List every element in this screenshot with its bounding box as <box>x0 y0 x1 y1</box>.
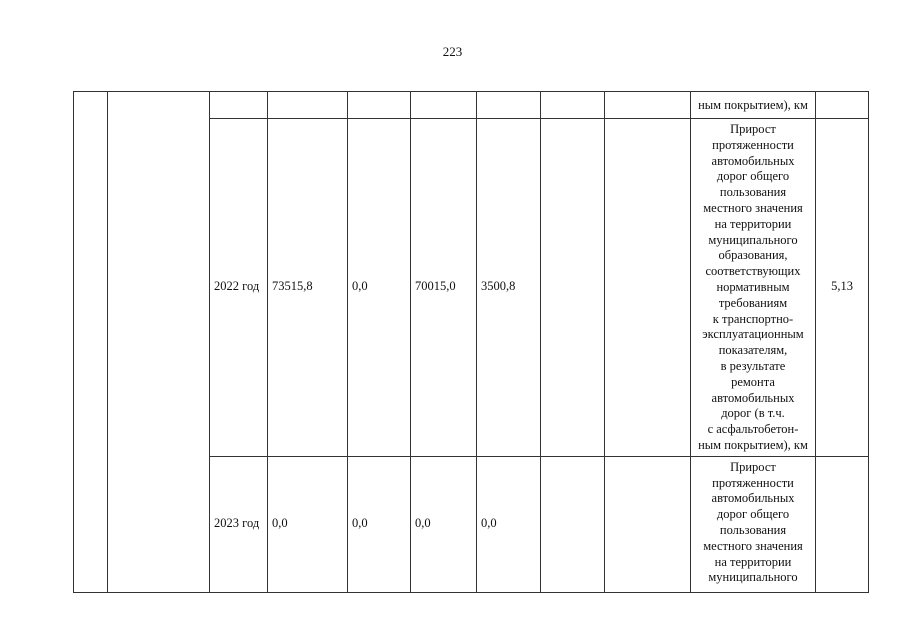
amount-cell: 0,0 <box>411 456 477 592</box>
amount-cell <box>541 92 605 119</box>
amount-cell <box>605 119 691 457</box>
amount-cell <box>411 92 477 119</box>
page-number: 223 <box>442 44 463 59</box>
indicator-line: местного значения <box>703 200 803 215</box>
amount-cell <box>541 456 605 592</box>
indicator-line: пользования <box>719 522 787 537</box>
indicator-line: ремонта <box>731 374 775 389</box>
indicator-value-cell: 5,13 <box>816 119 869 457</box>
indicator-line: образования, <box>718 248 788 263</box>
total-cell <box>268 92 348 119</box>
amount-cell <box>477 92 541 119</box>
indicator-line: муниципального <box>708 232 798 247</box>
indicator-line: протяженности <box>712 137 794 152</box>
table-row-continuation <box>74 92 869 119</box>
indicator-line: пользования <box>719 185 787 200</box>
measure-name-cell <box>108 92 210 593</box>
indicator-line: показателям, <box>718 343 788 358</box>
indicator-line: дорог общего <box>716 169 790 184</box>
indicator-cell <box>691 119 816 457</box>
indicator-line: требованиям <box>718 295 788 310</box>
indicator-line: автомобильных <box>711 153 795 168</box>
amount-cell: 70015,0 <box>411 119 477 457</box>
indicator-line: муниципального <box>708 570 798 585</box>
year-cell: 2022 год <box>210 119 268 457</box>
amount-cell: 3500,8 <box>477 119 541 457</box>
indicator-value-cell <box>816 456 869 592</box>
indicator-cell <box>691 92 816 119</box>
indicator-line: в результате <box>720 358 786 373</box>
amount-cell: 0,0 <box>348 119 411 457</box>
indicator-line: ным покрытием), км <box>698 437 808 452</box>
amount-cell: 0,0 <box>348 456 411 592</box>
total-cell: 73515,8 <box>268 119 348 457</box>
indicator-line: нормативным <box>716 279 790 294</box>
indicator-line: автомобильных <box>711 390 795 405</box>
amount-cell <box>605 456 691 592</box>
indicator-line: к транспортно- <box>712 311 794 326</box>
amount-cell <box>541 119 605 457</box>
indicator-line: Прирост <box>730 459 776 474</box>
amount-cell: 0,0 <box>477 456 541 592</box>
amount-cell <box>348 92 411 119</box>
total-cell: 0,0 <box>268 456 348 592</box>
indicator-line: местного значения <box>703 538 803 553</box>
year-cell <box>210 92 268 119</box>
number-cell <box>74 92 108 593</box>
indicator-text: ным покрытием), км <box>698 97 808 112</box>
indicator-line: эксплуатационным <box>702 327 804 342</box>
amount-cell <box>605 92 691 119</box>
indicator-cell <box>691 456 816 592</box>
indicator-line: протяженности <box>712 475 794 490</box>
indicator-line: автомобильных <box>711 491 795 506</box>
indicator-line: Прирост <box>730 122 776 136</box>
indicator-line: дорог общего <box>716 507 790 522</box>
indicator-line: на территории <box>714 554 792 569</box>
indicator-line: на территории <box>714 216 792 231</box>
indicator-line: дорог (в т.ч. <box>721 406 785 421</box>
indicator-line: с асфальтобетон- <box>707 422 799 437</box>
indicator-line: соответствующих <box>705 264 801 279</box>
indicator-value-cell <box>816 92 869 119</box>
budget-table <box>73 91 869 593</box>
year-cell: 2023 год <box>210 456 268 592</box>
